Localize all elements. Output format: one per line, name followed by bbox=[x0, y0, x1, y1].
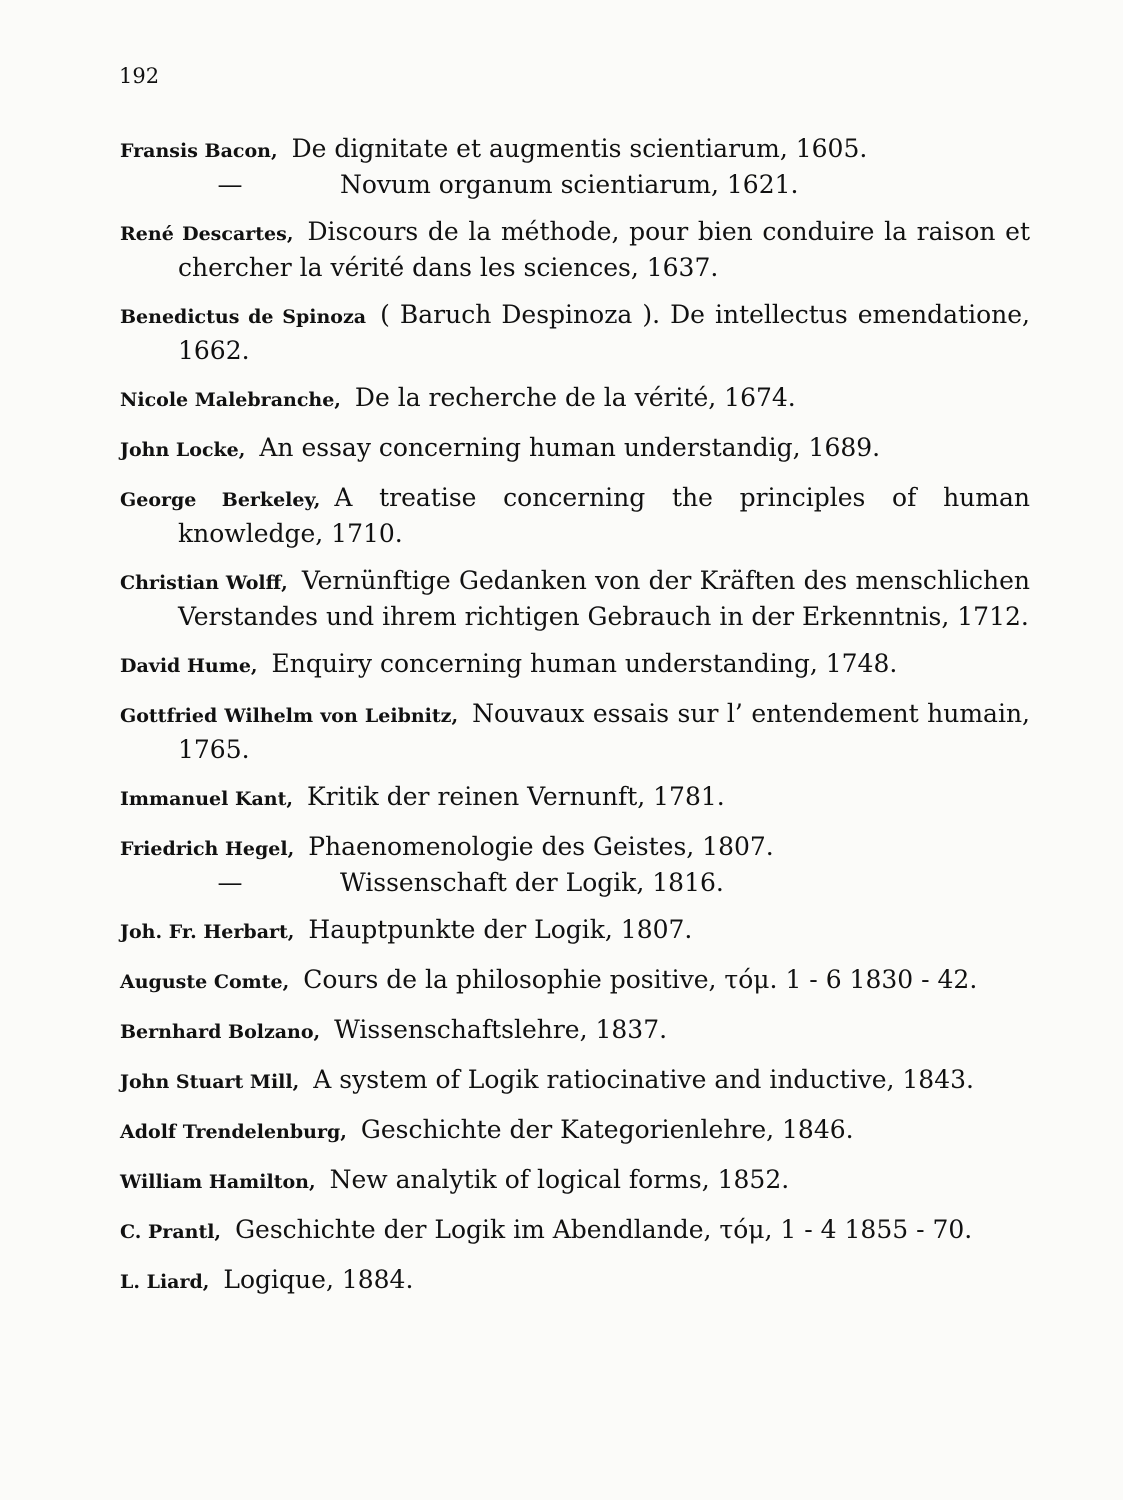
entry-work: Hauptpunkte der Logik, 1807. bbox=[308, 915, 693, 944]
entry-work: Enquiry concerning human understanding, 1748. bbox=[271, 649, 898, 678]
entry-author: Gottfried Wilhelm von Leibnitz, bbox=[120, 705, 459, 727]
entry-work: New analytik of logical forms, 1852. bbox=[329, 1165, 790, 1194]
entry-author: Nicole Malebranche, bbox=[120, 389, 341, 411]
entry-author: John Stuart Mill, bbox=[120, 1071, 300, 1093]
bib-entry bbox=[120, 830, 1030, 866]
entry-author: David Hume, bbox=[120, 655, 258, 677]
entry-author: John Locke, bbox=[120, 439, 246, 461]
entry-work: Geschichte der Logik im Abendlande, τόμ, 1 - 4 1855 - 70. bbox=[235, 1215, 973, 1244]
entry-author: Christian Wolff, bbox=[120, 572, 288, 594]
entry-author: Joh. Fr. Herbart, bbox=[120, 921, 295, 943]
bib-entry bbox=[120, 381, 1030, 417]
bib-subentry bbox=[120, 866, 1030, 899]
entry-author: Bernhard Bolzano, bbox=[120, 1021, 321, 1043]
entry-work: Logique, 1884. bbox=[223, 1265, 414, 1294]
entry-author: Immanuel Kant, bbox=[120, 788, 293, 810]
bib-entry bbox=[120, 1063, 1030, 1099]
entry-author: Auguste Comte, bbox=[120, 971, 290, 993]
entry-author: George Berkeley, bbox=[120, 489, 321, 511]
entry-work: Kritik der reinen Vernunft, 1781. bbox=[307, 782, 725, 811]
bib-entry bbox=[120, 1113, 1030, 1149]
bib-entry bbox=[120, 431, 1030, 467]
bib-entry bbox=[120, 564, 1030, 633]
entry-work: A system of Logik ratiocinative and inductive, 1843. bbox=[313, 1065, 974, 1094]
entry-work: ( Baruch Despinoza ). De intellectus emendatione, 1662. bbox=[178, 300, 1030, 365]
bib-entry bbox=[120, 1163, 1030, 1199]
bib-entry bbox=[120, 963, 1030, 999]
bib-entry bbox=[120, 298, 1030, 367]
bib-entry bbox=[120, 481, 1030, 550]
bib-entry bbox=[120, 215, 1030, 284]
entry-work: Geschichte der Kategorienlehre, 1846. bbox=[360, 1115, 854, 1144]
ditto-dash: — bbox=[217, 170, 243, 199]
bib-entry bbox=[120, 697, 1030, 766]
entry-author: L. Liard, bbox=[120, 1271, 210, 1293]
entry-author: Benedictus de Spinoza bbox=[120, 306, 367, 328]
bib-entry bbox=[120, 780, 1030, 816]
bib-entry bbox=[120, 1013, 1030, 1049]
bib-entry bbox=[120, 1213, 1030, 1249]
entry-work: De dignitate et augmentis scientiarum, 1605. bbox=[291, 134, 868, 163]
entry-work: Wissenschaft der Logik, 1816. bbox=[340, 868, 724, 897]
entry-work: A treatise concerning the principles of human knowledge, 1710. bbox=[178, 483, 1030, 548]
entry-work: Vernünftige Gedanken von der Kräften des menschlichen Verstandes und ihrem richtigen Gebrauch in der Erkenntnis, 1712. bbox=[178, 566, 1031, 631]
bibliography-list bbox=[120, 132, 1030, 1313]
bib-subentry bbox=[120, 168, 1030, 201]
entry-work: Cours de la philosophie positive, τόμ. 1 - 6 1830 - 42. bbox=[303, 965, 978, 994]
entry-work: An essay concerning human understandig, 1689. bbox=[259, 433, 881, 462]
entry-author: René Descartes, bbox=[120, 223, 294, 245]
entry-author: Fransis Bacon, bbox=[120, 140, 278, 162]
entry-work: Novum organum scientiarum, 1621. bbox=[340, 170, 799, 199]
bib-entry bbox=[120, 132, 1030, 168]
entry-work: Phaenomenologie des Geistes, 1807. bbox=[308, 832, 774, 861]
ditto-dash: — bbox=[217, 868, 243, 897]
page-number: 192 bbox=[119, 64, 160, 88]
bib-entry bbox=[120, 647, 1030, 683]
entry-author: Friedrich Hegel, bbox=[120, 838, 295, 860]
entry-work: De la recherche de la vérité, 1674. bbox=[354, 383, 796, 412]
entry-author: William Hamilton, bbox=[120, 1171, 316, 1193]
entry-work: Discours de la méthode, pour bien conduire la raison et chercher la vérité dans les sciences, 1637. bbox=[178, 217, 1030, 282]
bib-entry bbox=[120, 913, 1030, 949]
entry-work: Wissenschaftslehre, 1837. bbox=[334, 1015, 668, 1044]
entry-author: Adolf Trendelenburg, bbox=[120, 1121, 347, 1143]
entry-work: Nouvaux essais sur l’ entendement humain, 1765. bbox=[178, 699, 1030, 764]
entry-author: C. Prantl, bbox=[120, 1221, 222, 1243]
bib-entry bbox=[120, 1263, 1030, 1299]
